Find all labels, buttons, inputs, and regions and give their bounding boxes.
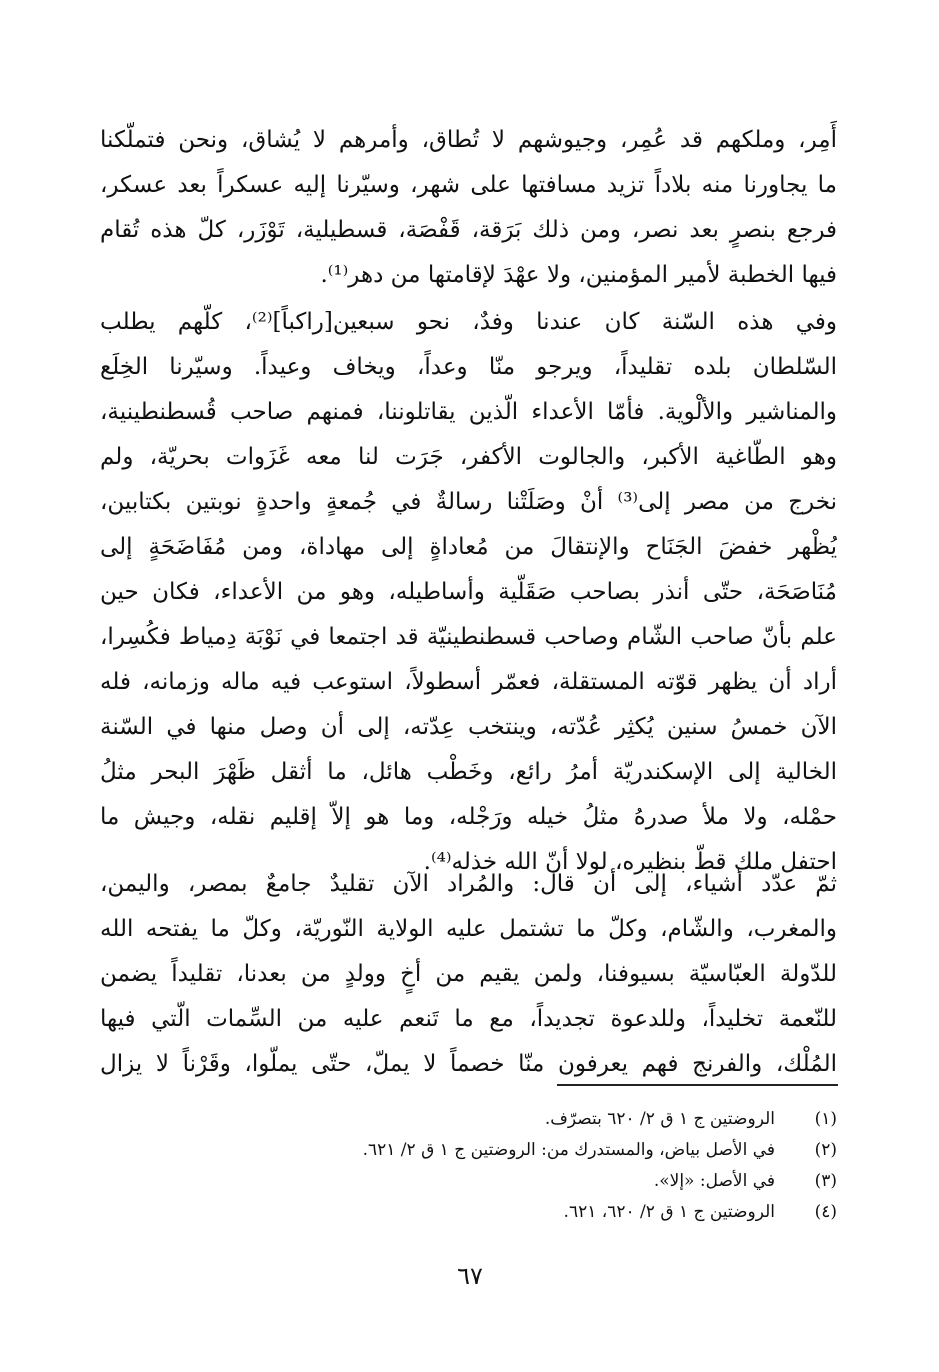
text-line: وهو الطّاغية الأكبر، والجالوت الأكفر، جَرَت لنا معه غَزَوات بحريّة، ولم bbox=[100, 444, 837, 470]
footnote-number: (٤) bbox=[814, 1202, 837, 1222]
paragraph-3 bbox=[100, 862, 837, 1087]
text-line: يُظْهر خفضَ الجَنَاح والإنتقالَ من مُعاداةٍ إلى مهاداة، ومن مُفَاضَحَةٍ إلى bbox=[100, 534, 837, 560]
page-number: ٦٧ bbox=[457, 1262, 483, 1290]
text-line: الخالية إلى الإسكندريّة أمرُ رائع، وخَطْب هائل، ما أثقل ظَهْرَ البحر مثلُ bbox=[100, 759, 837, 785]
footnote-item bbox=[300, 1135, 837, 1166]
footnote-text: الروضتين ج ١ ق ٢/ ٦٢٠ بتصرّف. bbox=[544, 1109, 775, 1129]
text-line: فيها الخطبة لأمير المؤمنين، ولا عهْدَ لإقامتها من دهر⁽¹⁾. bbox=[320, 262, 837, 288]
text-line: فرجع بنصرٍ بعد نصر، ومن ذلك بَرَقة، قَفْصَة، قسطيلية، تَوْزَر، كلّ هذه تُقام bbox=[100, 217, 837, 243]
text-line: الآن خمسُ سنين يُكثِر عُدّته، وينتخب عِدّته، إلى أن وصل منها في السّنة bbox=[100, 714, 837, 740]
text-line: والمغرب، والشّام، وكلّ ما تشتمل عليه الولاية النّوريّة، وكلّ ما يفتحه الله bbox=[100, 916, 837, 942]
text-line: احتفل ملك قطّ بنظيره، لولا أنّ الله خذله⁽⁴⁾. bbox=[423, 849, 837, 875]
text-line: أراد أن يظهر قوّته المستقلة، فعمّر أسطولاً، استوعب فيه ماله وزمانه، فله bbox=[100, 669, 837, 695]
footnote-separator bbox=[557, 1084, 838, 1086]
text-line: والمناشير والألْوية. فأمّا الأعداء الّذين يقاتلوننا، فمنهم صاحب قُسطنطينية، bbox=[100, 399, 837, 425]
footnotes bbox=[300, 1104, 837, 1228]
footnote-item bbox=[300, 1104, 837, 1135]
text-line: للدّولة العبّاسيّة بسيوفنا، ولمن يقيم من أخٍ وولدٍ من بعدنا، تقليداً يضمن bbox=[100, 961, 837, 987]
footnote-number: (٣) bbox=[814, 1171, 837, 1191]
text-line: حمْله، ولا ملأ صدرهُ مثلُ خيله ورَجْله، وما هو إلاّ إقليم نقله، وجيش ما bbox=[100, 804, 837, 830]
footnote-text: في الأصل: «إلا». bbox=[653, 1171, 775, 1191]
text-line: ما يجاورنا منه بلاداً تزيد مسافتها على شهر، وسيّرنا إليه عسكراً بعد عسكر، bbox=[100, 172, 837, 198]
text-line: مُنَاصَحَة، حتّى أنذر بصاحب صَقَلّية وأساطيله، وهو من الأعداء، فكان حين bbox=[100, 579, 837, 605]
paragraph-2 bbox=[100, 300, 837, 885]
text-line: للنّعمة تخليداً، وللدعوة تجديداً، مع ما تَنعم عليه من السِّمات الّتي فيها bbox=[100, 1006, 837, 1032]
footnote-item bbox=[300, 1197, 837, 1228]
text-line: المُلْك، والفرنج فهم يعرفون منّا خصماً لا يملّ، حتّى يملّوا، وقَرْناً لا يزال bbox=[100, 1051, 837, 1077]
footnote-text: في الأصل بياض، والمستدرك من: الروضتين ج ١ ق ٢/ ٦٢١. bbox=[362, 1140, 775, 1160]
text-line: علم بأنّ صاحب الشّام وصاحب قسطنطينيّة قد اجتمعا في نَوْبَة دِمياط فكُسِرا، bbox=[100, 624, 837, 650]
footnote-text: الروضتين ج ١ ق ٢/ ٦٢٠، ٦٢١. bbox=[563, 1202, 775, 1222]
footnote-item bbox=[300, 1166, 837, 1197]
footnote-number: (٢) bbox=[814, 1140, 837, 1160]
text-line: أَمِر، وملكهم قد عُمِر، وجيوشهم لا تُطاق، وأمرهم لا يُشاق، ونحن فتملّكنا bbox=[100, 127, 837, 153]
text-line: نخرج من مصر إلى⁽³⁾ أنْ وصَلَتْنا رسالةٌ في جُمعةٍ واحدةٍ نوبتين بكتابين، bbox=[100, 489, 837, 515]
text-line: السّلطان بلده تقليداً، ويرجو منّا وعداً، ويخاف وعيداً. وسيّرنا الخِلَع bbox=[100, 354, 837, 380]
text-line: وفي هذه السّنة كان عندنا وفدٌ، نحو سبعين[راكباً]⁽²⁾، كلّهم يطلب bbox=[100, 309, 837, 335]
footnote-number: (١) bbox=[814, 1109, 837, 1129]
paragraph-1 bbox=[100, 118, 837, 298]
text-line: ثمّ عدّد أشياء، إلى أن قال: والمُراد الآن تقليدٌ جامعٌ بمصر، واليمن، bbox=[100, 871, 837, 897]
